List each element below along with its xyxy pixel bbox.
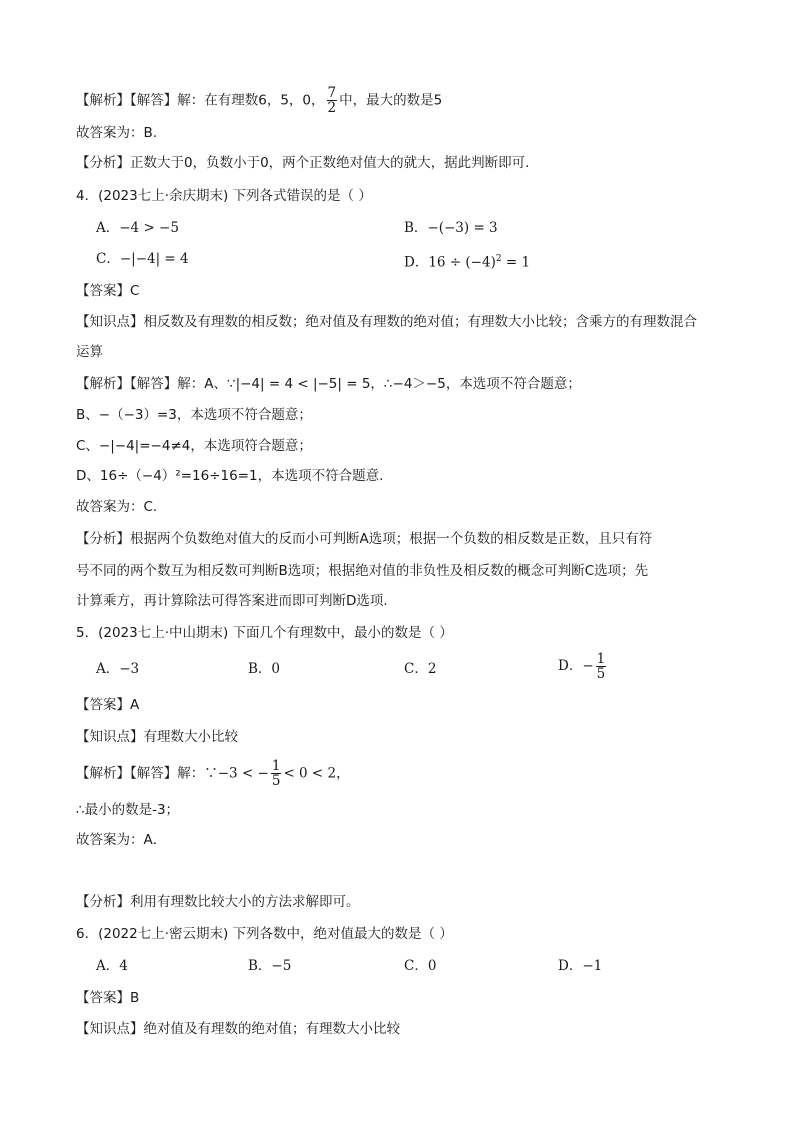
q3-reason-text: 正数大于0，负数小于0，两个正数绝对值大的就大，据此判断即可. <box>130 155 530 171</box>
q4-analysis-a: 解：A、∵|−4| = 4 < |−5| = 5，∴−4＞−5，本选项不符合题意； <box>177 376 581 392</box>
q4-knowledge-line-2: 运算 <box>76 344 103 360</box>
q6-option-d: D．−1 <box>558 958 603 974</box>
q5-analysis-numerator: 1 <box>271 758 281 774</box>
q5-final-answer: 故答案为：A． <box>76 832 167 848</box>
q5-option-d-fraction <box>596 652 607 681</box>
q4-option-a: A．−4 > −5 <box>96 220 179 236</box>
q5-reason-text: 利用有理数比较大小的方法求解即可。 <box>130 894 360 910</box>
q5-answer-line <box>76 695 139 715</box>
q4-option-d <box>404 249 530 273</box>
q6-knowledge-line <box>76 1019 400 1039</box>
q5-knowledge-line <box>76 727 238 747</box>
q3-analysis-tag: 【解析】【解答】 <box>76 92 178 109</box>
q6-answer-line <box>76 988 139 1008</box>
q5-analysis-line <box>76 759 350 788</box>
q3-reason-line <box>76 153 529 173</box>
q4-analysis-tag: 【解析】【解答】 <box>76 376 178 392</box>
q4-knowledge-tag: 【知识点】 <box>76 314 144 330</box>
q5-analysis-line-2: ∴最小的数是-3； <box>76 802 180 818</box>
q5-option-d <box>558 652 608 681</box>
q4-reason-line-3: 计算乘方，再计算除法可得答案进而即可判断D选项. <box>76 593 388 609</box>
q6-knowledge-text: 绝对值及有理数的绝对值；有理数大小比较 <box>143 1021 400 1037</box>
q4-knowledge-text-1: 相反数及有理数的相反数；绝对值及有理数的绝对值；有理数大小比较；含乘方的有理数混合 <box>143 314 697 330</box>
q5-analysis-post: < 0 < 2， <box>283 765 350 782</box>
q4-final-answer: 故答案为：C. <box>76 499 158 515</box>
q4-option-c: C．−|−4| = 4 <box>96 251 189 267</box>
q4-option-b: B．−(−3) = 3 <box>404 220 498 236</box>
q5-answer: A <box>130 697 140 713</box>
q6-answer-tag: 【答案】 <box>76 990 130 1006</box>
q3-reason-tag: 【分析】 <box>76 155 130 171</box>
q3-fraction-denominator: 2 <box>327 100 337 116</box>
q3-analysis-line <box>76 86 442 115</box>
q5-knowledge-text: 有理数大小比较 <box>143 729 238 745</box>
q5-reason-line <box>76 892 360 912</box>
q5-analysis-pre: 解：∵−3 < − <box>177 765 269 782</box>
q5-knowledge-tag: 【知识点】 <box>76 729 144 745</box>
q4-analysis-line-a <box>76 374 581 394</box>
q5-analysis-fraction <box>271 759 282 788</box>
q5-reason-tag: 【分析】 <box>76 894 130 910</box>
q4-knowledge-line-1 <box>76 312 697 332</box>
q6-answer: B <box>130 990 140 1006</box>
q6-option-a: A．4 <box>96 958 128 974</box>
q4-analysis-line-b: B、−（−3）=3，本选项不符合题意； <box>76 407 312 423</box>
q4-answer-tag: 【答案】 <box>76 283 130 299</box>
q5-analysis-tag: 【解析】【解答】 <box>76 765 178 782</box>
q3-analysis-post: 中，最大的数是5 <box>339 92 443 109</box>
q5-title: 5．(2023七上·中山期末) 下面几个有理数中，最小的数是（ ） <box>76 625 453 641</box>
q6-knowledge-tag: 【知识点】 <box>76 1021 144 1037</box>
q3-fraction <box>327 86 338 115</box>
q3-final-answer: 故答案为：B. <box>76 125 158 141</box>
q5-option-d-numerator: 1 <box>596 651 606 667</box>
q5-option-d-pre: D．− <box>558 658 594 674</box>
q4-analysis-line-d: D、16÷（−4）²=16÷16=1，本选项不符合题意. <box>76 468 384 484</box>
q6-option-c: C．0 <box>404 958 437 974</box>
q4-analysis-line-c: C、−|−4|=−4≠4，本选项符合题意； <box>76 438 312 454</box>
q3-analysis-pre: 解：在有理数6，5，0， <box>177 92 325 109</box>
q5-option-b: B．0 <box>248 661 281 677</box>
q4-answer-line <box>76 281 139 301</box>
q4-option-d-exponent: 2 <box>495 254 502 264</box>
q4-title: 4．(2023七上·余庆期末) 下列各式错误的是（ ） <box>76 188 372 204</box>
q5-answer-tag: 【答案】 <box>76 697 130 713</box>
q6-option-b: B．−5 <box>248 958 292 974</box>
q3-fraction-numerator: 7 <box>327 85 337 101</box>
q4-answer: C <box>130 283 140 299</box>
q5-analysis-denominator: 5 <box>271 773 281 789</box>
q6-title: 6．(2022七上·密云期末) 下列各数中，绝对值最大的数是（ ） <box>76 926 453 942</box>
q5-option-c: C．2 <box>404 661 437 677</box>
q4-reason-tag: 【分析】 <box>76 531 130 547</box>
q4-option-d-pre: D．16 ÷ (−4) <box>404 254 496 271</box>
q4-reason-line-1 <box>76 529 652 549</box>
q4-reason-text-1: 根据两个负数绝对值大的反而小可判断A选项；根据一个负数的相反数是正数，且只有符 <box>130 531 653 547</box>
q4-reason-line-2: 号不同的两个数互为相反数可判断B选项；根据绝对值的非负性及相反数的概念可判断C选项；先 <box>76 563 649 579</box>
q5-option-d-denominator: 5 <box>596 666 606 682</box>
q4-option-d-post: = 1 <box>501 254 531 271</box>
q5-option-a: A．−3 <box>96 661 140 677</box>
